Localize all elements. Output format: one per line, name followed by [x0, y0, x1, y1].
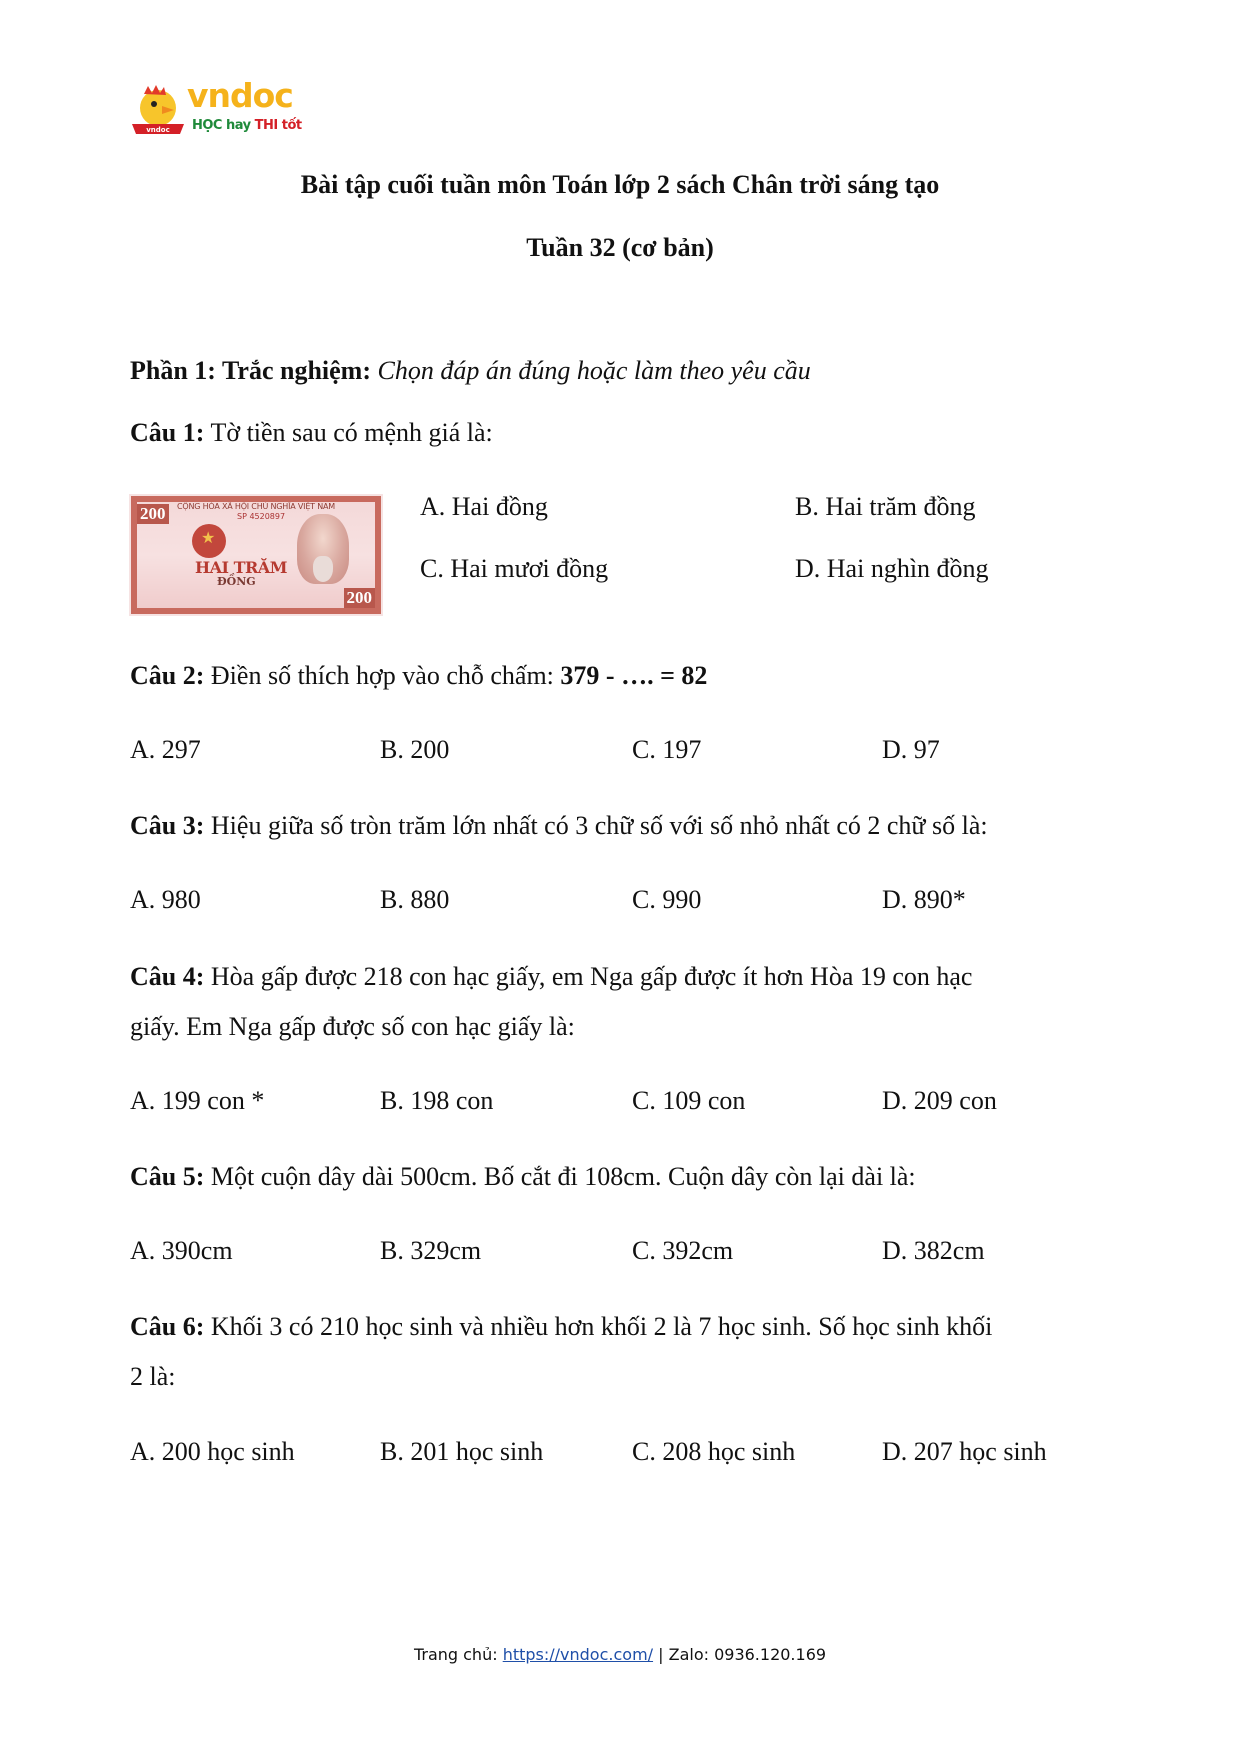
vndoc-logo	[130, 76, 310, 142]
logo-tagline: HỌC hay THI tốt	[192, 118, 302, 133]
section-label: Phần 1: Trắc nghiệm:	[130, 356, 371, 385]
national-emblem-icon	[192, 524, 226, 558]
section-instruction: Chọn đáp án đúng hoặc làm theo yêu cầu	[377, 356, 811, 385]
q2-option-a[interactable]: A. 297	[130, 735, 201, 764]
q5-option-b[interactable]: B. 329cm	[380, 1236, 482, 1265]
q6-option-d[interactable]: D. 207 học sinh	[882, 1437, 1047, 1466]
q1-option-c[interactable]: C. Hai mươi đồng	[420, 554, 609, 583]
q4-option-d[interactable]: D. 209 con	[882, 1086, 997, 1115]
chicken-mascot-icon	[130, 84, 186, 136]
q3-option-b[interactable]: B. 880	[380, 885, 450, 914]
q6-option-a[interactable]: A. 200 học sinh	[130, 1437, 295, 1466]
document-title: Bài tập cuối tuần môn Toán lớp 2 sách Chân trời sáng tạo	[300, 170, 940, 199]
q3-option-c[interactable]: C. 990	[632, 885, 702, 914]
q6-option-b[interactable]: B. 201 học sinh	[380, 1437, 544, 1466]
q5-option-d[interactable]: D. 382cm	[882, 1236, 985, 1265]
question-2: Câu 2: Điền số thích hợp vào chỗ chấm: 379 - …. = 82	[130, 661, 708, 690]
section-header	[130, 356, 811, 386]
q2-option-d[interactable]: D. 97	[882, 735, 940, 764]
homepage-link[interactable]: https://vndoc.com/	[502, 1645, 654, 1664]
q5-option-a[interactable]: A. 390cm	[130, 1236, 233, 1265]
q4-option-a[interactable]: A. 199 con *	[130, 1086, 265, 1115]
logo-wordmark: vndoc	[187, 76, 293, 115]
q4-option-c[interactable]: C. 109 con	[632, 1086, 746, 1115]
question-5: Câu 5: Một cuộn dây dài 500cm. Bố cắt đi 108cm. Cuộn dây còn lại dài là:	[130, 1162, 916, 1191]
q1-option-a[interactable]: A. Hai đồng	[420, 492, 548, 521]
q4-option-b[interactable]: B. 198 con	[380, 1086, 494, 1115]
q3-option-d[interactable]: D. 890*	[882, 885, 966, 914]
q1-option-d[interactable]: D. Hai nghìn đồng	[795, 554, 989, 583]
question-6-line-2: 2 là:	[130, 1362, 176, 1391]
question-4: Câu 4: Hòa gấp được 218 con hạc giấy, em Nga gấp được ít hơn Hòa 19 con hạc	[130, 962, 973, 991]
document-subtitle: Tuần 32 (cơ bản)	[526, 233, 714, 262]
portrait-image	[297, 514, 349, 584]
question-3: Câu 3: Hiệu giữa số tròn trăm lớn nhất có 3 chữ số với số nhỏ nhất có 2 chữ số là:	[130, 811, 988, 840]
svg-text:vndoc: vndoc	[146, 126, 170, 134]
page-footer: Trang chủ: https://vndoc.com/ | Zalo: 0936.120.169	[413, 1645, 827, 1664]
q6-option-c[interactable]: C. 208 học sinh	[632, 1437, 796, 1466]
q2-option-b[interactable]: B. 200	[380, 735, 450, 764]
q1-option-b[interactable]: B. Hai trăm đồng	[795, 492, 976, 521]
question-6: Câu 6: Khối 3 có 210 học sinh và nhiều hơn khối 2 là 7 học sinh. Số học sinh khối	[130, 1312, 993, 1341]
question-4-line-2: giấy. Em Nga gấp được số con hạc giấy là:	[130, 1012, 575, 1041]
equation: 379 - …. = 82	[560, 661, 708, 690]
banknote-200-image: CỘNG HÒA XÃ HỘI CHỦ NGHĨA VIỆT NAM SP 4520897 200 ★ HAI TRĂM ĐỒNG 200	[131, 496, 381, 614]
q5-option-c[interactable]: C. 392cm	[632, 1236, 734, 1265]
question-1: Câu 1: Tờ tiền sau có mệnh giá là:	[130, 418, 493, 447]
q2-option-c[interactable]: C. 197	[632, 735, 702, 764]
q3-option-a[interactable]: A. 980	[130, 885, 201, 914]
